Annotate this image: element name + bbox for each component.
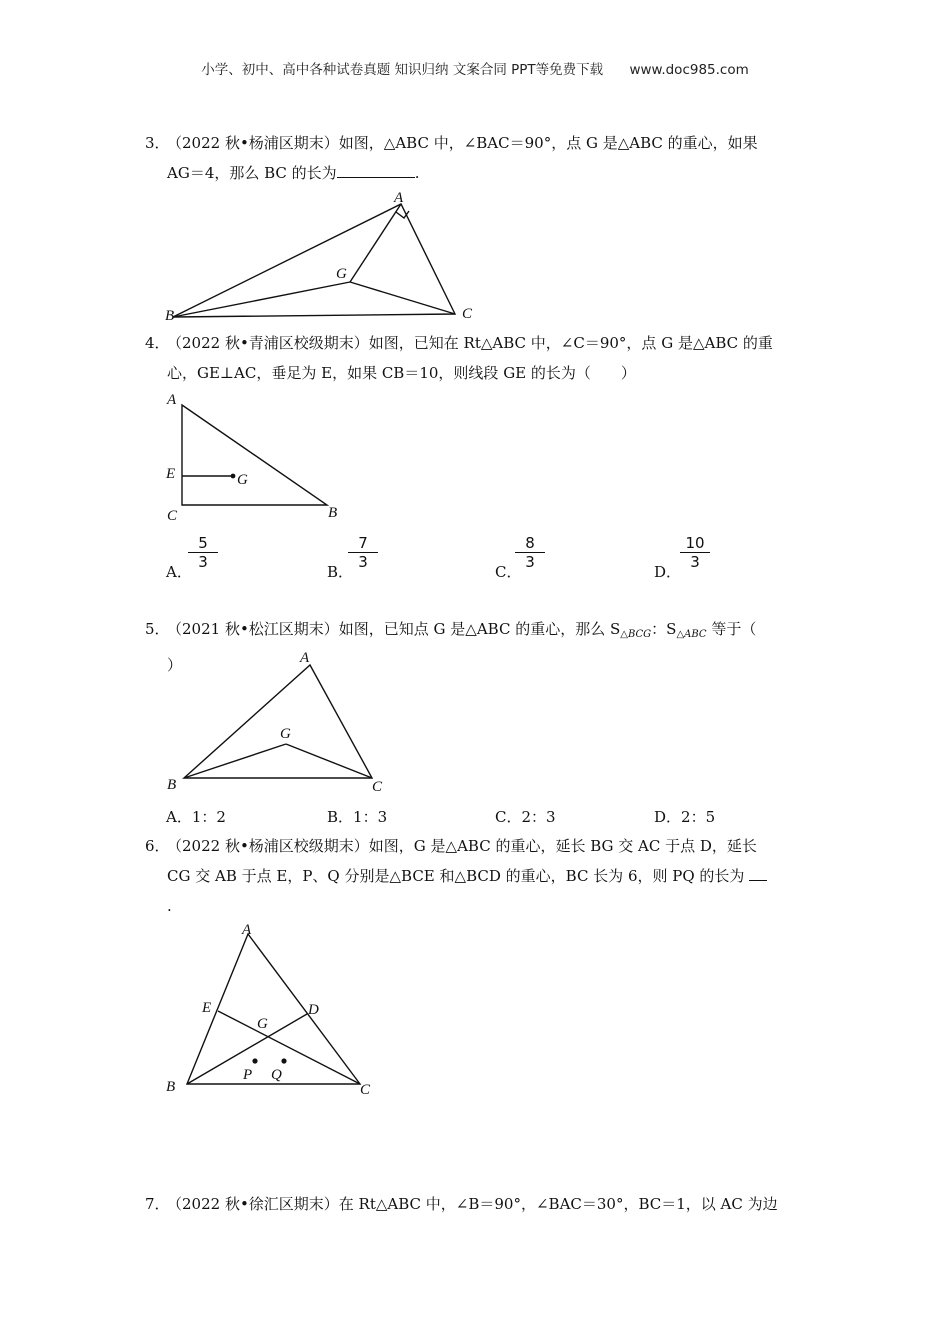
label-a: A: [394, 190, 404, 206]
label-d: D: [308, 1002, 319, 1018]
option-c-letter[interactable]: C．: [495, 563, 522, 581]
question-3: [145, 128, 810, 188]
label-c: C: [360, 1082, 371, 1098]
segment-bg: [184, 744, 286, 778]
figure-q5: [164, 648, 394, 793]
option-a[interactable]: A．1：2: [166, 808, 226, 826]
option-d[interactable]: D．2：5: [654, 808, 716, 826]
page-header: [0, 58, 950, 78]
label-g: G: [237, 472, 248, 488]
question-4-line1: 4．（2022 秋•青浦区校级期末）如图，已知在 Rt△ABC 中，∠C＝90°，点 G 是△ABC 的重: [145, 334, 773, 352]
question-number: 3．: [145, 134, 170, 152]
question-4: [145, 328, 810, 388]
option-b[interactable]: B．1：3: [327, 808, 388, 826]
question-6-line3: .: [167, 897, 172, 915]
label-b: B: [328, 505, 338, 521]
label-c: C: [462, 306, 473, 322]
label-e: E: [202, 1000, 212, 1016]
question-4-line2: 心，GE⊥AC，垂足为 E，如果 CB＝10，则线段 GE 的长为（ ）: [167, 364, 636, 382]
point-q: [281, 1058, 286, 1063]
answer-blank: [749, 866, 767, 881]
point-g: [231, 474, 236, 479]
label-p: P: [243, 1067, 253, 1083]
label-g: G: [280, 726, 291, 742]
label-b: B: [165, 308, 175, 324]
option-c[interactable]: C．2：3: [495, 808, 556, 826]
option-a-letter[interactable]: A．: [166, 563, 192, 581]
segment-cg: [286, 744, 372, 778]
segment-bg: [173, 282, 350, 317]
header-url[interactable]: www.doc985.com: [629, 62, 749, 78]
figure-q6: [160, 918, 390, 1098]
label-g: G: [257, 1016, 268, 1032]
answer-blank: [337, 163, 415, 178]
question-7: [145, 1189, 810, 1219]
label-g: G: [336, 266, 347, 282]
question-6: [145, 831, 810, 921]
question-5-line1: 5．（2021 秋•松江区期末）如图，已知点 G 是△ABC 的重心，那么 $S_{\triangle BCG}$：$S_{\triangle ABC}$ 等于（: [145, 620, 757, 640]
option-d-fraction: 10 3: [680, 535, 710, 570]
question-5-line2: ）: [167, 656, 183, 674]
question-7-line1: 7．（2022 秋•徐汇区期末）在 Rt△ABC 中，∠B＝90°，∠BAC＝30°，BC＝1，以 AC 为边: [145, 1195, 778, 1213]
figure-q4: [165, 392, 345, 522]
triangle-abc: [173, 204, 455, 317]
triangle-abc: [182, 405, 327, 505]
point-p: [252, 1058, 257, 1063]
label-a: A: [300, 650, 310, 666]
label-b: B: [166, 1079, 176, 1095]
header-text: 小学、初中、高中各种试卷真题 知识归纳 文案合同 PPT等免费下载: [201, 62, 604, 78]
label-a: A: [242, 922, 252, 938]
question-6-line1: 6．（2022 秋•杨浦区校级期末）如图，G 是△ABC 的重心，延长 BG 交 AC 于点 D，延长: [145, 837, 757, 855]
triangle-abc: [187, 934, 360, 1084]
segment-ag: [350, 204, 401, 282]
segment-cg: [350, 282, 455, 314]
label-e: E: [166, 466, 176, 482]
option-d-letter[interactable]: D．: [654, 563, 682, 581]
question-6-line2: CG 交 AB 于点 E，P、Q 分别是△BCE 和△BCD 的重心，BC 长为 6，则 PQ 的长为: [145, 861, 810, 891]
option-b-letter[interactable]: B．: [327, 563, 354, 581]
option-b-fraction: 7 3: [348, 535, 378, 570]
segment-ce: [218, 1011, 360, 1084]
option-a-fraction: 5 3: [188, 535, 218, 570]
question-3-line2: AG＝4，那么 BC 的长为 .: [167, 164, 420, 182]
option-c-fraction: 8 3: [515, 535, 545, 570]
triangle-abc: [184, 665, 372, 778]
label-c: C: [372, 779, 383, 795]
question-3-line1: 3．（2022 秋•杨浦区期末）如图，△ABC 中，∠BAC＝90°，点 G 是△ABC 的重心，如果: [145, 128, 810, 158]
label-a: A: [167, 392, 177, 408]
label-b: B: [167, 777, 177, 793]
label-c: C: [167, 508, 178, 524]
label-q: Q: [271, 1067, 282, 1083]
figure-q3: [160, 190, 473, 324]
